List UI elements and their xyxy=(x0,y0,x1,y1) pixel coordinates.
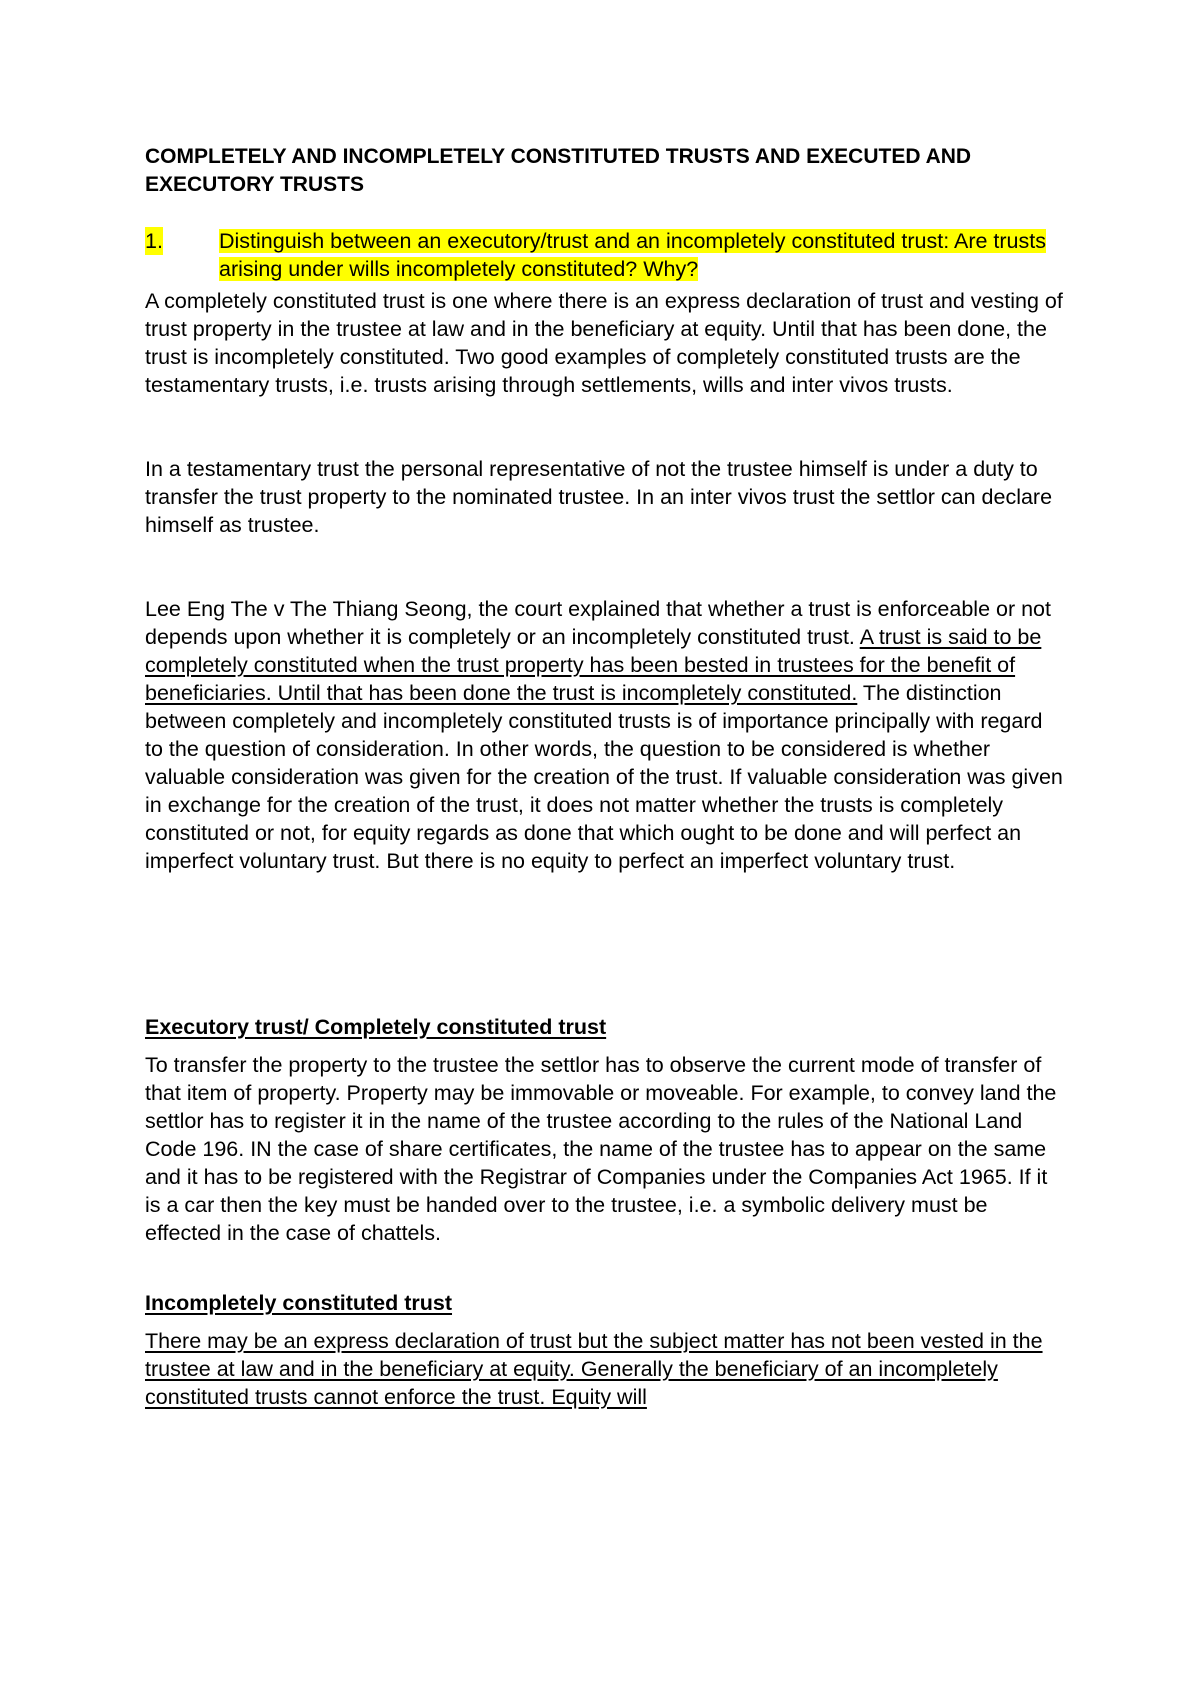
paragraph-testamentary-trust: In a testamentary trust the personal representative of not the trustee himself is under a duty to transfer the trust property to the nominated trustee. In an inter vivos trust the settlor can declare himself as trustee. xyxy=(145,457,1053,537)
case-intro-text: Lee Eng The v The Thiang Seong, the court explained that whether a trust is enforceable or not depends upon whether it is completely or an incompletely constituted trust. xyxy=(145,597,1051,649)
document-title: COMPLETELY AND INCOMPLETELY CONSTITUTED TRUSTS AND EXECUTED AND EXECUTORY TRUSTS xyxy=(145,145,972,196)
case-rest-text: The distinction between completely and incompletely constituted trusts is of importance principally with regard to the question of consideration. In other words, the question to be considered is whether valuable consideration was given for the creation of the trust. If valuable consideration was given in exchange for the creation of the trust, it does not matter whether the trusts is completely constituted or not, for equity regards as done that which ought to be done and will perfect an imperfect voluntary trust. But there is no equity to perfect an imperfect voluntary trust. xyxy=(145,681,1063,873)
paragraph-case-lee-eng-the xyxy=(145,595,1065,875)
paragraph-completely-constituted: A completely constituted trust is one where there is an express declaration of trust and vesting of trust property in the trustee at law and in the beneficiary at equity. Until that has been done, the trust is incompletely constituted. Two good examples of completely constituted trusts are the testamentary trusts, i.e. trusts arising through settlements, wills and inter vivos trusts. xyxy=(145,289,1063,397)
case-underlined-text: A trust is said to be completely constituted when the trust property has been bested in trustees for the benefit of beneficiaries. Until that has been done the trust is incompletely constituted. xyxy=(145,625,1042,705)
heading-executory-trust: Executory trust/ Completely constituted trust xyxy=(145,1015,607,1039)
document-page xyxy=(145,143,1065,1411)
question-1 xyxy=(145,227,1065,283)
paragraph-incompletely-constituted: There may be an express declaration of trust but the subject matter has not been vested in the trustee at law and in the beneficiary at equity. Generally the beneficiary of an incompletely constituted trusts cannot enforce the trust. Equity will xyxy=(145,1329,1043,1409)
paragraph-executory-trust: To transfer the property to the trustee the settlor has to observe the current mode of transfer of that item of property. Property may be immovable or moveable. For example, to convey land the settlor has to register it in the name of the trustee according to the rules of the National Land Code 196. IN the case of share certificates, the name of the trustee has to appear on the same and it has to be registered with the Registrar of Companies under the Companies Act 1965. If it is a car then the key must be handed over to the trustee, i.e. a symbolic delivery must be effected in the case of chattels. xyxy=(145,1053,1057,1245)
heading-incompletely-constituted: Incompletely constituted trust xyxy=(145,1291,453,1315)
question-text: Distinguish between an executory/trust and an incompletely constituted trust: Are trusts arising under wills incompletely constituted? Why? xyxy=(219,229,1046,281)
question-number: 1. xyxy=(145,229,163,253)
